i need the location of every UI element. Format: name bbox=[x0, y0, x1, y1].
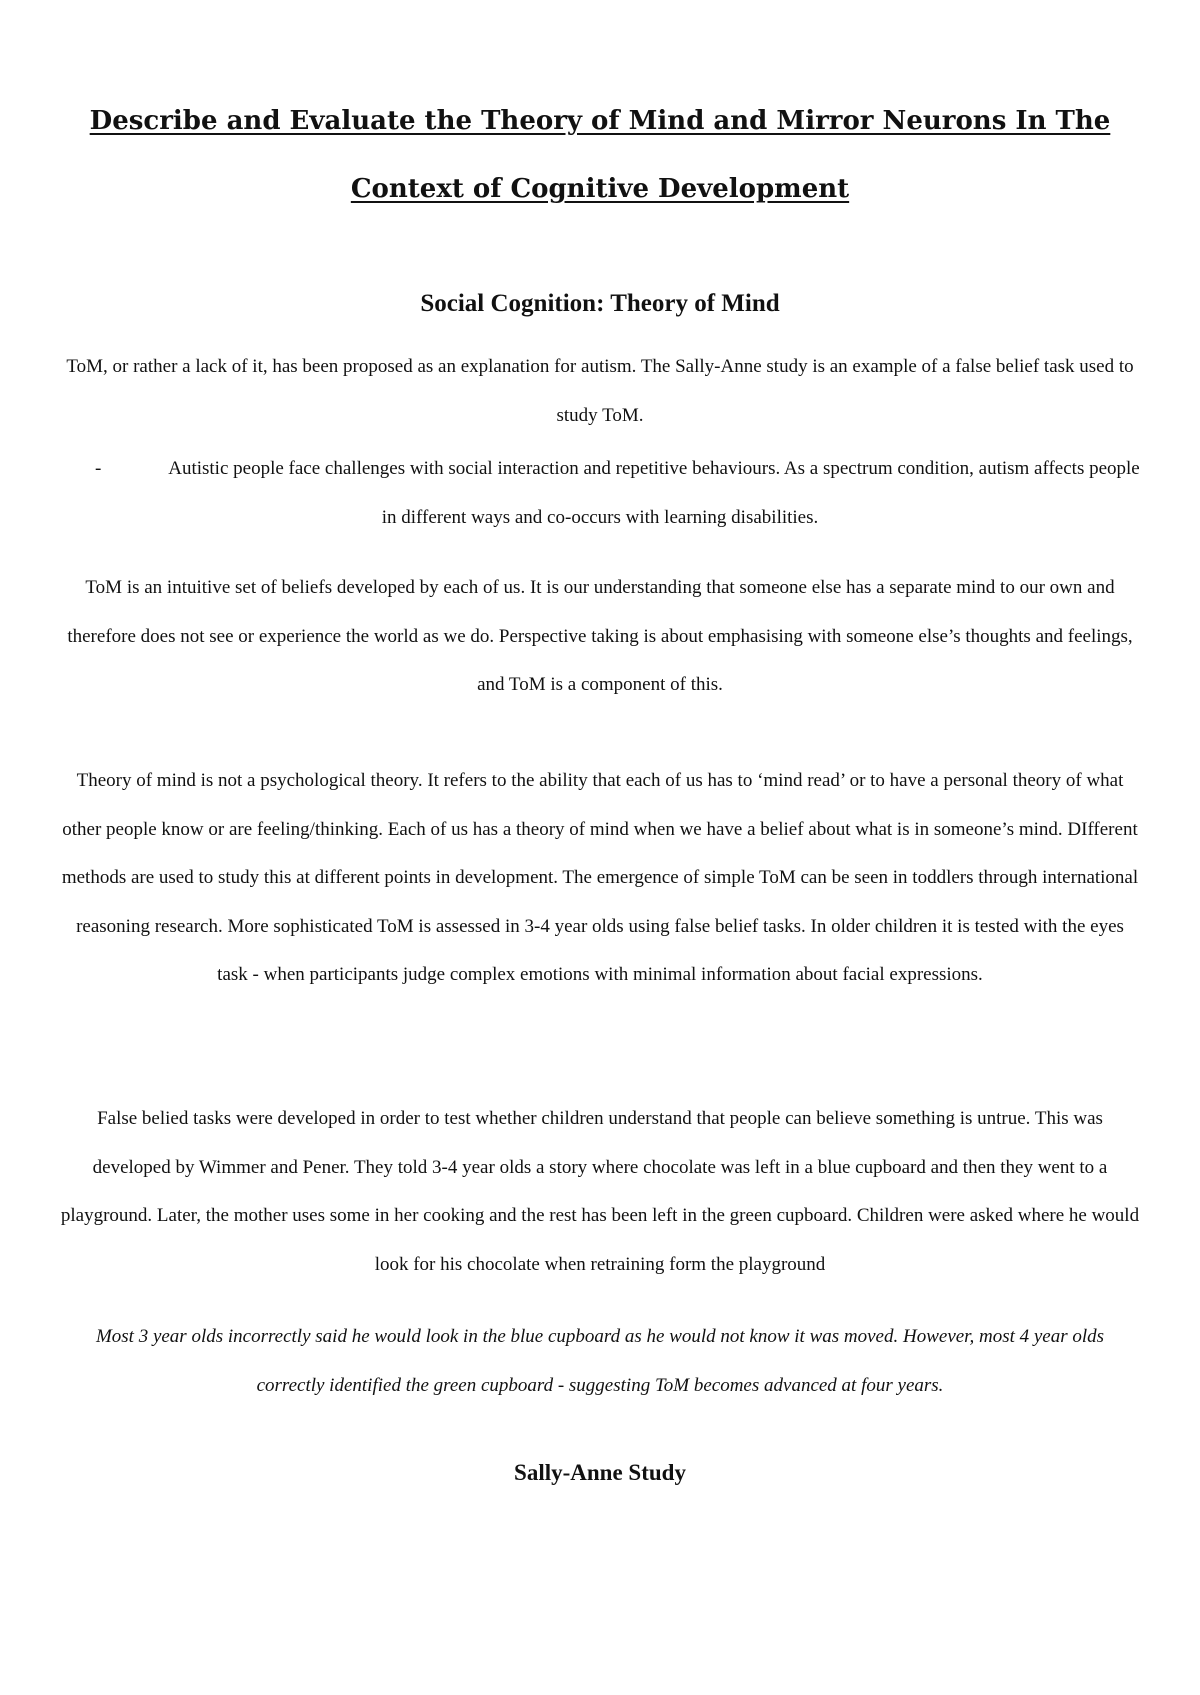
paragraph-false-belief: False belied tasks were developed in order to test whether children understand that people can believe something is untrue. This was developed by Wimmer and Pener. They told 3-4 year olds a story where chocolate was left in a blue cupboard and then they went to a playground. Later, the mother uses some in her cooking and the rest has been left in the green cupboard. Children were asked where he would look for his chocolate when retraining form the playground bbox=[60, 1108, 1140, 1275]
document-title: Describe and Evaluate the Theory of Mind and Mirror Neurons In The Context of Cognitive Development bbox=[89, 106, 1111, 204]
paragraph-theory-of-mind: Theory of mind is not a psychological theory. It refers to the ability that each of us has to ‘mind read’ or to have a personal theory of what other people know or are feeling/thinking. Each of us has a theory of mind when we have a belief about what is in someone’s mind. DIfferent methods are used to study this at different points in development. The emergence of simple ToM can be seen in toddlers through international reasoning research. More sophisticated ToM is assessed in 3-4 year olds using false belief tasks. In older children it is tested with the eyes task - when participants judge complex emotions with minimal information about facial expressions. bbox=[61, 770, 1139, 986]
intro-paragraph: ToM, or rather a lack of it, has been proposed as an explanation for autism. The Sally-Anne study is an example of a false belief task used to study ToM. bbox=[66, 356, 1134, 426]
bullet-marker: - bbox=[95, 458, 102, 479]
italic-finding: Most 3 year olds incorrectly said he would look in the blue cupboard as he would not know it was moved. However, most 4 year olds correctly identified the green cupboard - suggesting ToM becomes advanced at four years. bbox=[95, 1326, 1105, 1396]
paragraph-tom-definition: ToM is an intuitive set of beliefs developed by each of us. It is our understanding that someone else has a separate mind to our own and therefore does not see or experience the world as we do. Perspective taking is about emphasising with someone else’s thoughts and feelings, and ToM is a component of this. bbox=[67, 577, 1133, 696]
bullet-item bbox=[60, 445, 1140, 542]
bullet-text: Autistic people face challenges with social interaction and repetitive behaviours. As a spectrum condition, autism affects people in different ways and co-occurs with learning disabilities. bbox=[168, 458, 1140, 528]
section-heading: Social Cognition: Theory of Mind bbox=[420, 290, 780, 317]
sally-anne-heading: Sally-Anne Study bbox=[514, 1460, 686, 1485]
